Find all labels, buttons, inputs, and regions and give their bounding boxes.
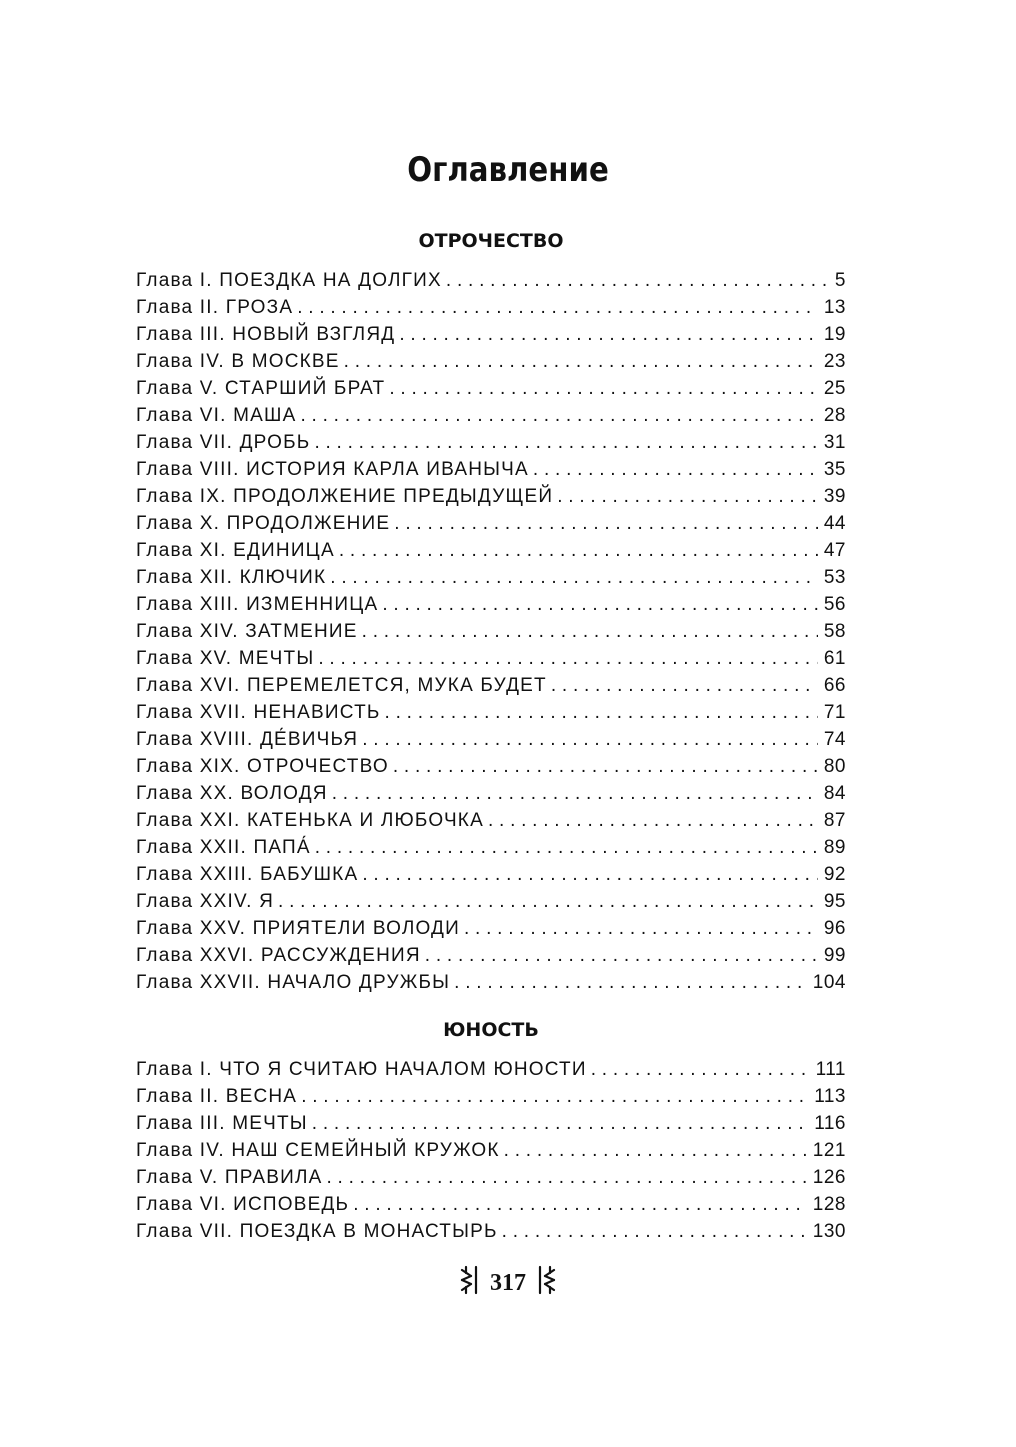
dot-leader: [488, 807, 818, 834]
toc-entry-page: 113: [814, 1086, 846, 1107]
toc-entry-title: Глава I. ПОЕЗДКА НА ДОЛГИХ: [136, 270, 442, 291]
dot-leader: [382, 591, 818, 618]
dot-leader: [385, 699, 818, 726]
dot-leader: [362, 618, 818, 645]
toc-entry-title: Глава XI. ЕДИНИЦА: [136, 540, 335, 561]
toc-entry-title: Глава III. МЕЧТЫ: [136, 1113, 308, 1134]
toc-entry-page: 19: [823, 324, 846, 345]
dot-leader: [315, 834, 818, 861]
toc-entry-title: Глава II. ГРОЗА: [136, 297, 294, 318]
toc-entry: [136, 915, 846, 942]
toc-section-yunost: [136, 1015, 846, 1245]
toc-entry: [136, 888, 846, 915]
toc-entry: [136, 1218, 846, 1245]
toc-entry: [136, 861, 846, 888]
toc-entry-page: 116: [814, 1113, 846, 1134]
dot-leader: [399, 321, 818, 348]
toc-entry-title: Глава XVI. ПЕРЕМЕЛЕТСЯ, МУКА БУДЕТ: [136, 675, 547, 696]
toc-entry-page: 58: [823, 621, 846, 642]
toc-entry-page: 96: [823, 918, 846, 939]
dot-leader: [502, 1218, 807, 1245]
toc-entry-page: 35: [823, 459, 846, 480]
toc-entry-title: Глава XV. МЕЧТЫ: [136, 648, 315, 669]
toc-entry: [136, 429, 846, 456]
toc-entry-page: 13: [823, 297, 846, 318]
dot-leader: [454, 969, 807, 996]
toc-entry: [136, 510, 846, 537]
dot-leader: [312, 1110, 808, 1137]
toc-entry-title: Глава VIII. ИСТОРИЯ КАРЛА ИВАНЫЧА: [136, 459, 529, 480]
dot-leader: [278, 888, 818, 915]
toc-entry-title: Глава IX. ПРОДОЛЖЕНИЕ ПРЕДЫДУЩЕЙ: [136, 486, 554, 507]
toc-entry-title: Глава IV. В МОСКВЕ: [136, 351, 340, 372]
dot-leader: [301, 402, 818, 429]
toc-entry: [136, 726, 846, 753]
toc-entry-page: 39: [823, 486, 846, 507]
toc-entry: [136, 564, 846, 591]
toc-entry-page: 56: [823, 594, 846, 615]
toc-entry-title: Глава XXI. КАТЕНЬКА И ЛЮБОЧКА: [136, 810, 484, 831]
toc-entry-page: 104: [812, 972, 846, 993]
toc-entry-page: 47: [823, 540, 846, 561]
toc-section-otrochestvo: [136, 226, 846, 996]
toc-entry-title: Глава XXV. ПРИЯТЕЛИ ВОЛОДИ: [136, 918, 460, 939]
toc-entry: [136, 1056, 846, 1083]
toc-entry: [136, 591, 846, 618]
toc-list: [136, 267, 846, 996]
toc-entry-page: 95: [823, 891, 846, 912]
page-number: 317: [490, 1270, 526, 1296]
toc-entry-page: 126: [812, 1167, 846, 1188]
dot-leader: [551, 672, 818, 699]
toc-entry-title: Глава IV. НАШ СЕМЕЙНЫЙ КРУЖОК: [136, 1140, 500, 1161]
toc-entry: [136, 1164, 846, 1191]
toc-entry-page: 23: [823, 351, 846, 372]
toc-entry: [136, 267, 846, 294]
dot-leader: [446, 267, 829, 294]
toc-entry-page: 84: [823, 783, 846, 804]
toc-entry-page: 99: [823, 945, 846, 966]
toc-entry-page: 71: [823, 702, 846, 723]
toc-entry: [136, 780, 846, 807]
toc-entry-page: 28: [823, 405, 846, 426]
toc-entry-page: 25: [823, 378, 846, 399]
ornament-right-icon: [537, 1265, 557, 1302]
toc-entry: [136, 807, 846, 834]
dot-leader: [425, 942, 818, 969]
toc-entry-title: Глава XXVII. НАЧАЛО ДРУЖБЫ: [136, 972, 451, 993]
dot-leader: [533, 456, 818, 483]
toc-entry: [136, 1191, 846, 1218]
toc-entry: [136, 348, 846, 375]
toc-entry-title: Глава VII. ПОЕЗДКА В МОНАСТЫРЬ: [136, 1221, 498, 1242]
toc-entry: [136, 294, 846, 321]
dot-leader: [362, 861, 818, 888]
toc-entry-page: 92: [823, 864, 846, 885]
toc-entry-title: Глава XXVI. РАССУЖДЕНИЯ: [136, 945, 421, 966]
dot-leader: [393, 753, 818, 780]
dot-leader: [330, 564, 818, 591]
toc-entry: [136, 456, 846, 483]
dot-leader: [389, 375, 817, 402]
toc-entry-page: 44: [823, 513, 846, 534]
dot-leader: [504, 1137, 807, 1164]
toc-entry: [136, 645, 846, 672]
dot-leader: [353, 1191, 807, 1218]
toc-entry-title: Глава III. НОВЫЙ ВЗГЛЯД: [136, 324, 396, 345]
toc-entry-title: Глава XX. ВОЛОДЯ: [136, 783, 328, 804]
toc-entry: [136, 537, 846, 564]
toc-entry-title: Глава II. ВЕСНА: [136, 1086, 298, 1107]
toc-entry: [136, 321, 846, 348]
toc-entry-page: 74: [823, 729, 846, 750]
toc-entry-title: Глава XVII. НЕНАВИСТЬ: [136, 702, 381, 723]
toc-entry-page: 66: [823, 675, 846, 696]
toc-entry: [136, 375, 846, 402]
page-title: Оглавление: [407, 150, 609, 190]
toc-entry: [136, 753, 846, 780]
dot-leader: [464, 915, 818, 942]
toc-entry-page: 111: [815, 1059, 846, 1080]
toc-entry: [136, 1137, 846, 1164]
dot-leader: [301, 1083, 808, 1110]
toc-entry-title: Глава VI. ИСПОВЕДЬ: [136, 1194, 350, 1215]
toc-entry-title: Глава XXIII. БАБУШКА: [136, 864, 359, 885]
toc-entry: [136, 699, 846, 726]
toc-list: [136, 1056, 846, 1245]
dot-leader: [339, 537, 818, 564]
toc-entry-page: 53: [823, 567, 846, 588]
toc-entry-page: 80: [823, 756, 846, 777]
toc-entry-title: Глава V. СТАРШИЙ БРАТ: [136, 378, 386, 399]
page-number-footer: [0, 1265, 1016, 1302]
toc-entry-page: 5: [834, 270, 846, 291]
toc-entry-title: Глава XVIII. ДЕ́ВИЧЬЯ: [136, 729, 359, 750]
toc-entry: [136, 1110, 846, 1137]
toc-entry-title: Глава XIV. ЗАТМЕНИЕ: [136, 621, 358, 642]
toc-entry: [136, 942, 846, 969]
toc-entry: [136, 402, 846, 429]
dot-leader: [297, 294, 818, 321]
dot-leader: [314, 429, 817, 456]
dot-leader: [362, 726, 818, 753]
toc-entry-title: Глава XXII. ПАПА́: [136, 837, 311, 858]
section-title: ОТРОЧЕСТВО: [418, 230, 564, 252]
dot-leader: [557, 483, 818, 510]
toc-entry-title: Глава VII. ДРОБЬ: [136, 432, 311, 453]
toc-entry-title: Глава I. ЧТО Я СЧИТАЮ НАЧАЛОМ ЮНОСТИ: [136, 1059, 587, 1080]
toc-entry-title: Глава XIX. ОТРОЧЕСТВО: [136, 756, 389, 777]
toc-entry-title: Глава X. ПРОДОЛЖЕНИЕ: [136, 513, 391, 534]
toc-entry: [136, 672, 846, 699]
dot-leader: [344, 348, 818, 375]
dot-leader: [394, 510, 818, 537]
toc-entry: [136, 618, 846, 645]
toc-entry-page: 87: [823, 810, 846, 831]
toc-entry-title: Глава XIII. ИЗМЕННИЦА: [136, 594, 379, 615]
toc-entry-page: 121: [812, 1140, 846, 1161]
toc-entry-title: Глава VI. МАША: [136, 405, 297, 426]
toc-entry-page: 130: [812, 1221, 846, 1242]
section-title: ЮНОСТЬ: [443, 1019, 539, 1041]
toc-entry-title: Глава XXIV. Я: [136, 891, 275, 912]
dot-leader: [327, 1164, 807, 1191]
toc-entry-page: 89: [823, 837, 846, 858]
dot-leader: [332, 780, 818, 807]
toc-entry-title: Глава XII. КЛЮЧИК: [136, 567, 327, 588]
toc-entry: [136, 1083, 846, 1110]
toc-entry: [136, 834, 846, 861]
ornament-left-icon: [459, 1265, 479, 1302]
toc-entry-title: Глава V. ПРАВИЛА: [136, 1167, 323, 1188]
dot-leader: [591, 1056, 810, 1083]
toc-entry-page: 31: [823, 432, 846, 453]
dot-leader: [318, 645, 818, 672]
toc-entry-page: 128: [812, 1194, 846, 1215]
toc-entry: [136, 969, 846, 996]
toc-entry-page: 61: [823, 648, 846, 669]
toc-entry: [136, 483, 846, 510]
